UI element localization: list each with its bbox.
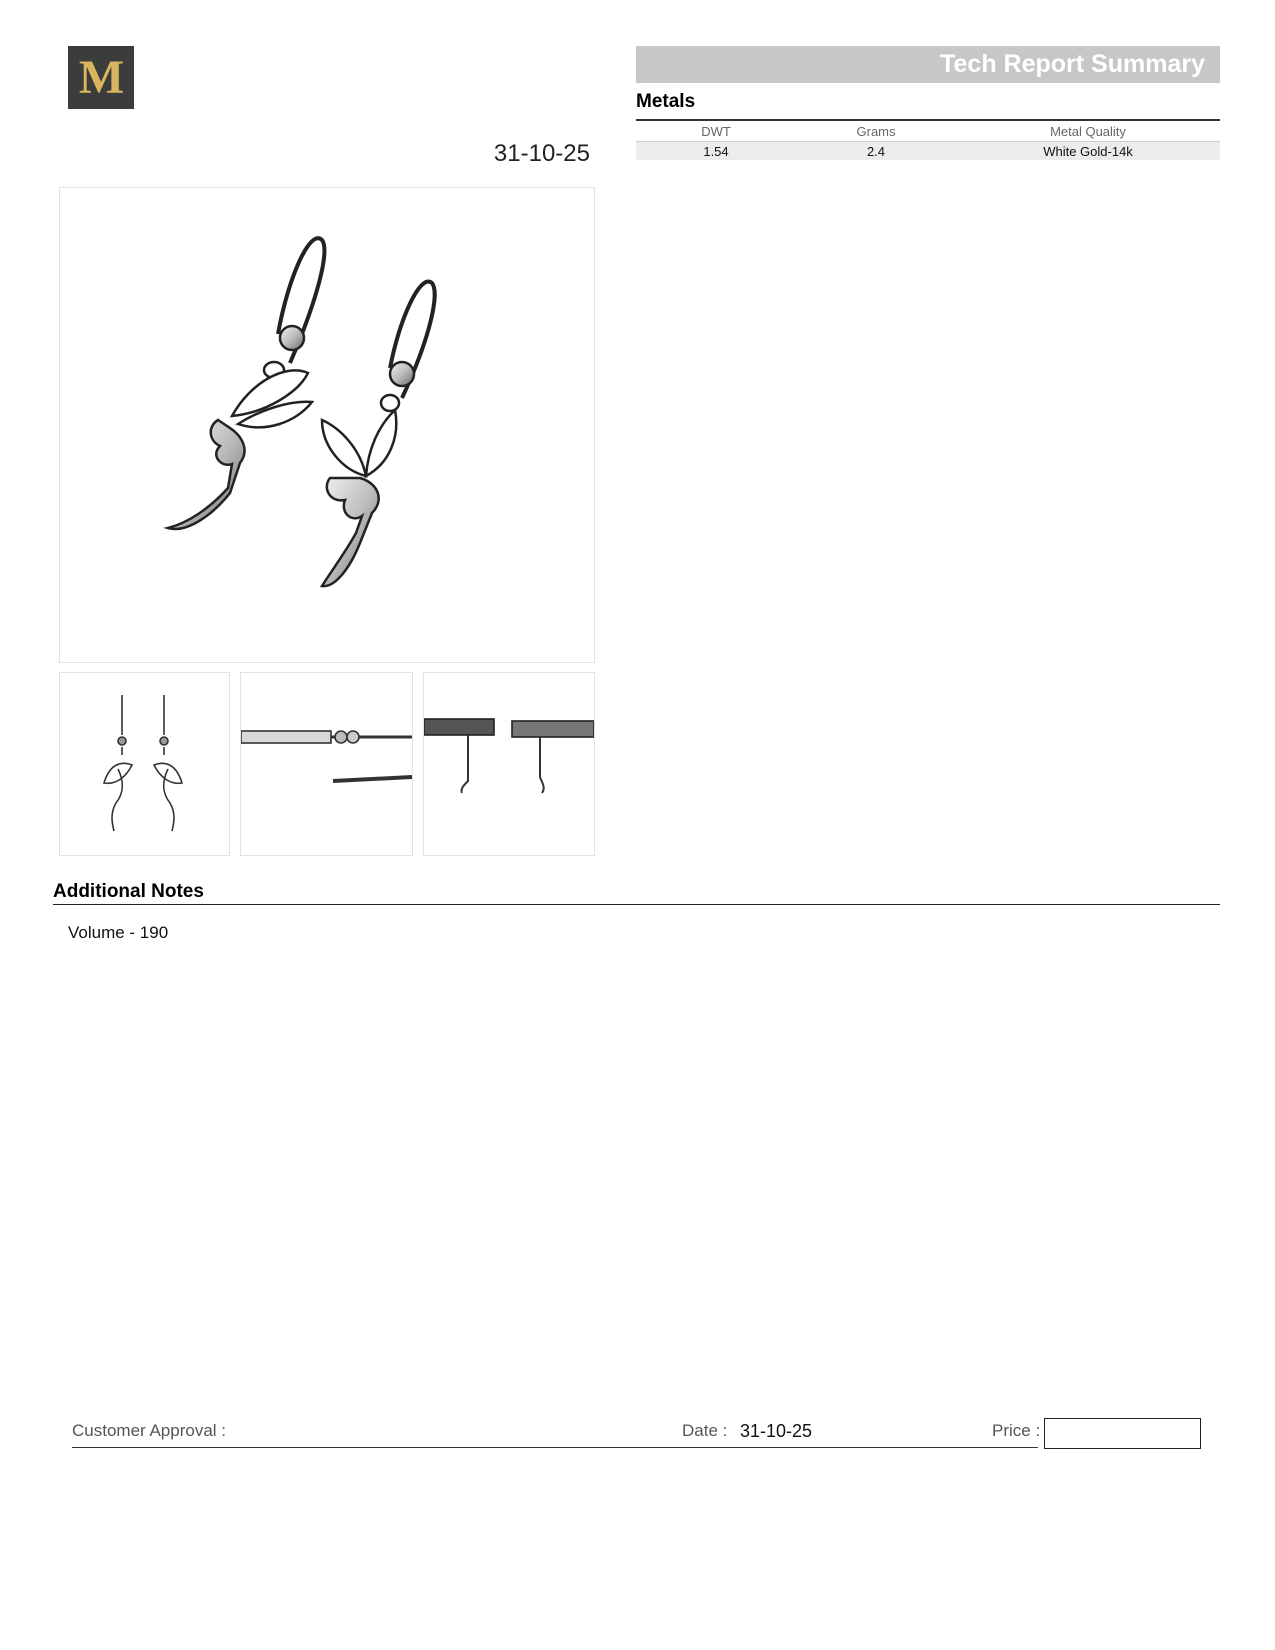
cell-dwt: 1.54: [636, 142, 796, 161]
metals-heading: Metals: [636, 91, 696, 112]
company-logo: [68, 46, 134, 109]
column-header-metal-quality: Metal Quality: [1050, 124, 1126, 139]
date-value: 31-10-25: [740, 1421, 813, 1441]
earrings-render: [60, 188, 594, 662]
metals-table: [636, 122, 1220, 160]
metals-header-row: [636, 122, 1220, 142]
date-label: Date :: [682, 1421, 728, 1440]
approval-signature-line[interactable]: [72, 1447, 1038, 1448]
cell-metal-quality: White Gold-14k: [956, 142, 1220, 161]
column-header-dwt: DWT: [701, 124, 731, 139]
notes-divider: [53, 904, 1220, 905]
thumbnail-top-view: [423, 672, 595, 856]
column-header-grams: Grams: [856, 124, 896, 139]
right-earring: [322, 282, 435, 587]
cell-grams: 2.4: [796, 142, 956, 161]
notes-text: Volume - 190: [68, 923, 169, 942]
metals-divider: [636, 119, 1220, 121]
header-date: 31-10-25: [493, 140, 590, 167]
left-earring: [168, 238, 324, 529]
price-field[interactable]: [1044, 1418, 1201, 1449]
main-product-image: [59, 187, 595, 663]
thumbnail-side-view: [240, 672, 413, 856]
additional-notes-heading: Additional Notes: [53, 881, 204, 902]
customer-approval-label: Customer Approval :: [72, 1421, 227, 1440]
price-label: Price :: [992, 1421, 1041, 1440]
report-title-bar: [636, 46, 1220, 83]
thumbnail-front-view: [59, 672, 230, 856]
report-title: Tech Report Summary: [940, 50, 1205, 78]
logo-letter: M: [78, 51, 124, 104]
table-row: [636, 142, 1220, 161]
